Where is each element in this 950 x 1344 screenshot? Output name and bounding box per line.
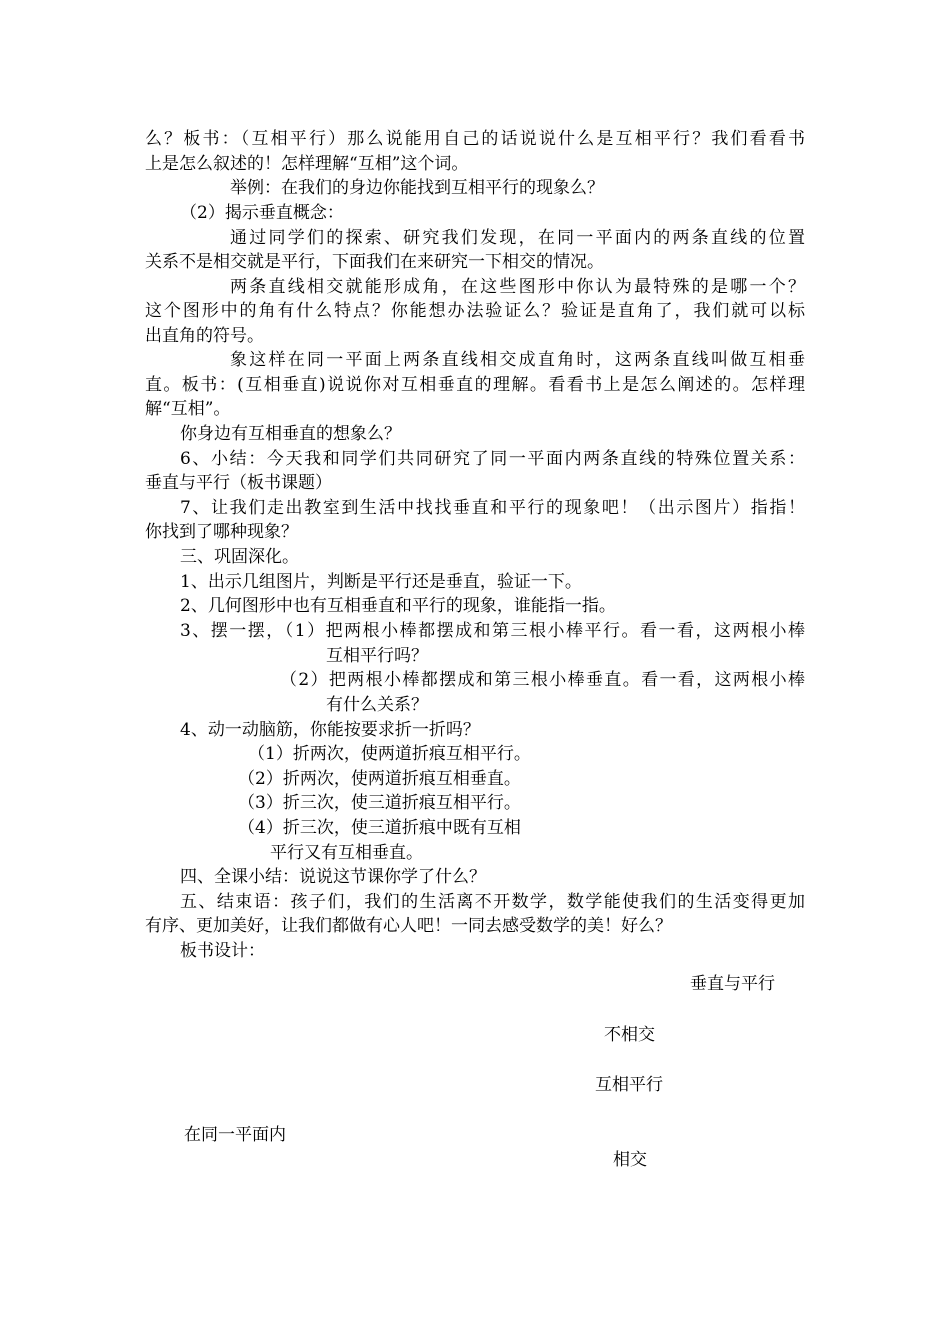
text-line: 两条直线相交就能形成角，在这些图形中你认为最特殊的是哪一个？ xyxy=(230,277,805,297)
text-line: 你找到了哪种现象？ xyxy=(145,522,298,542)
text-line: 3、摆一摆，（1）把两根小棒都摆成和第三根小棒平行。看一看，这两根小棒 xyxy=(180,621,805,641)
board-title: 垂直与平行 xyxy=(690,974,775,994)
text-line: 四、全课小结：说说这节课你学了什么？ xyxy=(180,867,486,887)
text-line: 五、结束语：孩子们，我们的生活离不开数学，数学能使我们的生活变得更加 xyxy=(180,892,805,912)
board-not-intersect: 不相交 xyxy=(604,1025,655,1045)
text-line: （2）把两根小棒都摆成和第三根小棒垂直。看一看，这两根小棒 xyxy=(280,670,805,690)
text-line: 你身边有互相垂直的想象么？ xyxy=(180,424,401,444)
text-line: 有什么关系？ xyxy=(326,695,428,715)
text-line: 出直角的符号。 xyxy=(145,326,264,346)
text-line: 7、让我们走出教室到生活中找找垂直和平行的现象吧！（出示图片）指指！ xyxy=(180,498,805,518)
text-line: 1、出示几组图片，判断是平行还是垂直，验证一下。 xyxy=(180,572,582,592)
text-line: 2、几何图形中也有互相垂直和平行的现象，谁能指一指。 xyxy=(180,596,616,616)
text-line: 关系不是相交就是平行，下面我们在来研究一下相交的情况。 xyxy=(145,252,604,272)
text-line: 上是怎么叙述的！怎样理解“互相”这个词。 xyxy=(145,154,469,174)
text-line: 举例：在我们的身边你能找到互相平行的现象么？ xyxy=(230,178,604,198)
text-line: 这个图形中的角有什么特点？你能想办法验证么？验证是直角了，我们就可以标 xyxy=(145,301,805,321)
text-line: （1）折两次，使两道折痕互相平行。 xyxy=(248,744,531,764)
text-line: 6、小结：今天我和同学们共同研究了同一平面内两条直线的特殊位置关系： xyxy=(180,449,805,469)
text-line: 垂直与平行（板书课题） xyxy=(145,473,332,493)
text-line: 么？板书：（互相平行）那么说能用自己的话说说什么是互相平行？我们看看书 xyxy=(145,129,805,149)
text-line: 直。板书：(互相垂直)说说你对互相垂直的理解。看看书上是怎么阐述的。怎样理 xyxy=(145,375,805,395)
text-line: （2）揭示垂直概念： xyxy=(180,203,344,223)
text-line: （3）折三次，使三道折痕互相平行。 xyxy=(238,793,521,813)
text-line: （4）折三次，使三道折痕中既有互相 xyxy=(238,818,521,838)
text-line: 三、巩固深化。 xyxy=(180,547,299,567)
text-line: 有序、更加美好，让我们都做有心人吧！一同去感受数学的美！好么？ xyxy=(145,916,672,936)
text-line: 解“互相”。 xyxy=(145,399,231,419)
text-line: 平行又有互相垂直。 xyxy=(270,843,423,863)
board-intersect: 相交 xyxy=(613,1150,647,1170)
board-same-plane: 在同一平面内 xyxy=(184,1125,286,1145)
text-line: 4、动一动脑筋，你能按要求折一折吗？ xyxy=(180,720,480,740)
text-line: 通过同学们的探索、研究我们发现，在同一平面内的两条直线的位置 xyxy=(230,228,805,248)
text-line: 互相平行吗？ xyxy=(326,646,428,666)
text-line: （2）折两次，使两道折痕互相垂直。 xyxy=(238,769,521,789)
text-line: 象这样在同一平面上两条直线相交成直角时，这两条直线叫做互相垂 xyxy=(230,350,805,370)
text-line: 板书设计： xyxy=(180,941,265,961)
board-parallel: 互相平行 xyxy=(595,1075,663,1095)
